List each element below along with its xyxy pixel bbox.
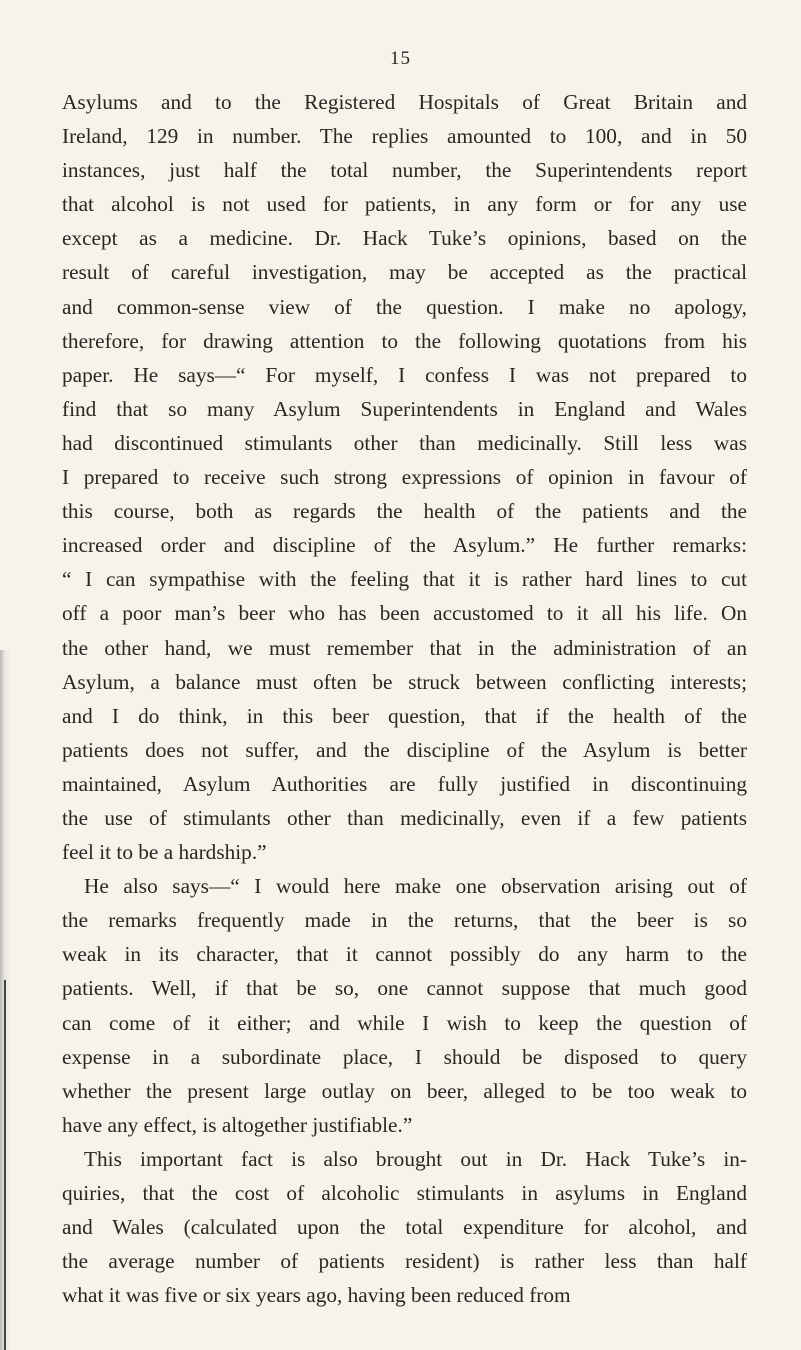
page-number: 15 — [390, 48, 411, 69]
text-line: therefore, for drawing attention to the following quotations from his — [62, 328, 747, 353]
paragraph — [62, 869, 747, 1142]
text-line: what it was five or six years ago, having been reduced from — [62, 1283, 571, 1308]
text-line: the average number of patients resident) is rather less than half — [62, 1249, 747, 1274]
text-line: whether the present large outlay on beer, alleged to be too weak to — [62, 1078, 747, 1103]
text-line: This important fact is also brought out in Dr. Hack Tuke’s in- — [84, 1146, 747, 1171]
text-line: had discontinued stimulants other than medicinally. Still less was — [62, 430, 747, 455]
text-line: that alcohol is not used for patients, in any form or for any use — [62, 192, 747, 217]
text-line: have any effect, is altogether justifiable.” — [62, 1112, 413, 1137]
text-line: expense in a subordinate place, I should be disposed to query — [62, 1044, 747, 1069]
text-line: and common-sense view of the question. I make no apology, — [62, 294, 747, 319]
text-line: the other hand, we must remember that in the administration of an — [62, 635, 747, 660]
text-line: can come of it either; and while I wish to keep the question of — [62, 1010, 747, 1035]
text-line: find that so many Asylum Superintendents in England and Wales — [62, 396, 747, 421]
text-line: maintained, Asylum Authorities are fully justified in discontinuing — [62, 771, 747, 796]
text-line: Asylums and to the Registered Hospitals of Great Britain and — [62, 90, 747, 114]
text-line: feel it to be a hardship.” — [62, 840, 267, 865]
text-line: weak in its character, that it cannot possibly do any harm to the — [62, 942, 747, 967]
text-line: quiries, that the cost of alcoholic stimulants in asylums in England — [62, 1181, 747, 1205]
text-line: patients. Well, if that be so, one cannot suppose that much good — [62, 976, 747, 1001]
text-line: He also says—“ I would here make one observation arising out of — [84, 874, 747, 899]
text-line: Ireland, 129 in number. The replies amounted to 100, and in 50 — [62, 124, 747, 149]
text-line: paper. He says—“ For myself, I confess I was not prepared to — [62, 362, 747, 387]
text-line: result of careful investigation, may be accepted as the practical — [62, 260, 747, 285]
text-line: instances, just half the total number, the Superintendents report — [62, 158, 747, 183]
text-line: the remarks frequently made in the returns, that the beer is so — [62, 908, 747, 933]
text-line: this course, both as regards the health of the patients and the — [62, 499, 747, 524]
page-binding-shadow — [0, 650, 12, 1350]
body-text — [62, 85, 747, 1312]
text-line: increased order and discipline of the Asylum.” He further remarks: — [62, 533, 747, 558]
text-line: and I do think, in this beer question, that if the health of the — [62, 703, 747, 728]
text-line: and Wales (calculated upon the total expenditure for alcohol, and — [62, 1215, 747, 1240]
paragraph — [62, 1142, 747, 1312]
text-line: Asylum, a balance must often be struck between conflicting interests; — [62, 669, 747, 694]
text-line: the use of stimulants other than medicinally, even if a few patients — [62, 805, 747, 830]
text-line: off a poor man’s beer who has been accustomed to it all his life. On — [62, 601, 747, 626]
text-line: patients does not suffer, and the discipline of the Asylum is better — [62, 737, 747, 762]
text-line: except as a medicine. Dr. Hack Tuke’s opinions, based on the — [62, 226, 747, 251]
paragraph — [62, 85, 747, 869]
page-binding-edge — [4, 980, 6, 1350]
text-line: “ I can sympathise with the feeling that it is rather hard lines to cut — [62, 567, 747, 592]
text-line: I prepared to receive such strong expressions of opinion in favour of — [62, 465, 747, 490]
